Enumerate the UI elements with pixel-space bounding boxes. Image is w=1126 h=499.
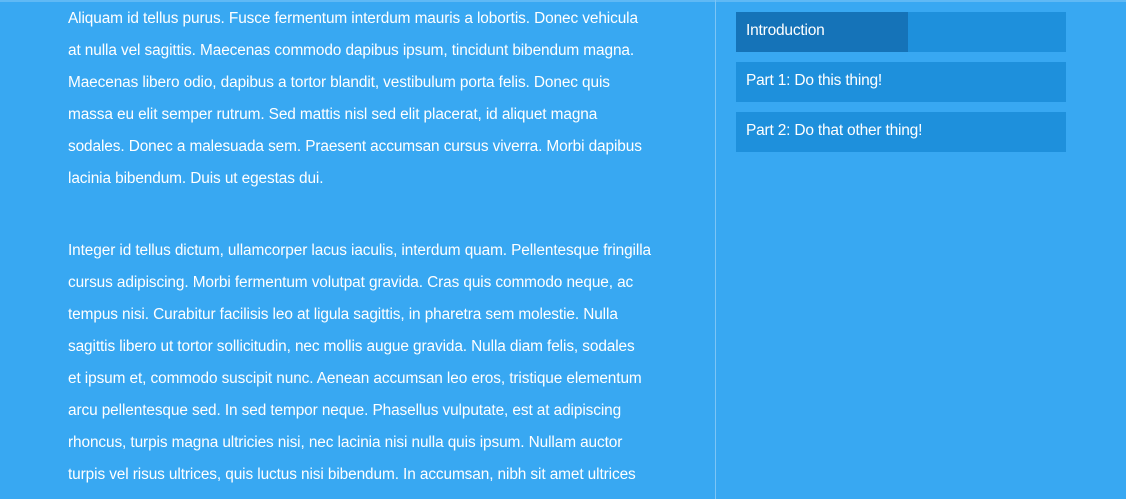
toc-item-introduction[interactable]: [736, 12, 1066, 52]
toc-item-label: Part 1: Do this thing!: [746, 72, 883, 89]
paragraph-intro: Aliquam id tellus purus. Fusce fermentum interdum mauris a lobortis. Donec vehicula at nulla vel sagittis. Maecenas commodo dapibus ipsum, tincidunt bibendum magna. Maecenas libero odio, dapibus a tortor blandit, vestibulum porta felis. Donec quis massa eu elit semper rutrum. Sed mattis nisl sed elit placerat, id aliquet magna sodales. Donec a malesuada sem. Praesent accumsan cursus viverra. Morbi dapibus lacinia bibendum. Duis ut egestas dui.: [68, 10, 642, 187]
toc-item-label: Part 2: Do that other thing!: [746, 122, 923, 139]
paragraph-second: Integer id tellus dictum, ullamcorper lacus iaculis, interdum quam. Pellentesque fringilla cursus adipiscing. Morbi fermentum volutpat gravida. Cras quis commodo neque, ac tempus nisi. Curabitur facilisis leo at ligula sagittis, in pharetra sem molestie. Nulla sagittis libero ut tortor sollicitudin, nec mollis augue gravida. Nulla diam felis, sodales et ipsum et, commodo suscipit nunc. Aenean accumsan leo eros, tristique elementum arcu pellentesque sed. In sed tempor neque. Phasellus vulputate, est at adipiscing rhoncus, turpis magna ultricies nisi, nec lacinia nisi nulla quis ipsum. Nullam auctor turpis vel risus ultrices, quis luctus nisi bibendum. In accumsan, nibh sit amet ultrices: [68, 242, 651, 483]
toc-item-part-2[interactable]: [736, 112, 1066, 152]
column-divider: [715, 0, 716, 499]
article-body: [68, 3, 693, 491]
toc-item-label: Introduction: [746, 22, 825, 39]
table-of-contents: [736, 12, 1066, 162]
toc-item-part-1[interactable]: [736, 62, 1066, 102]
